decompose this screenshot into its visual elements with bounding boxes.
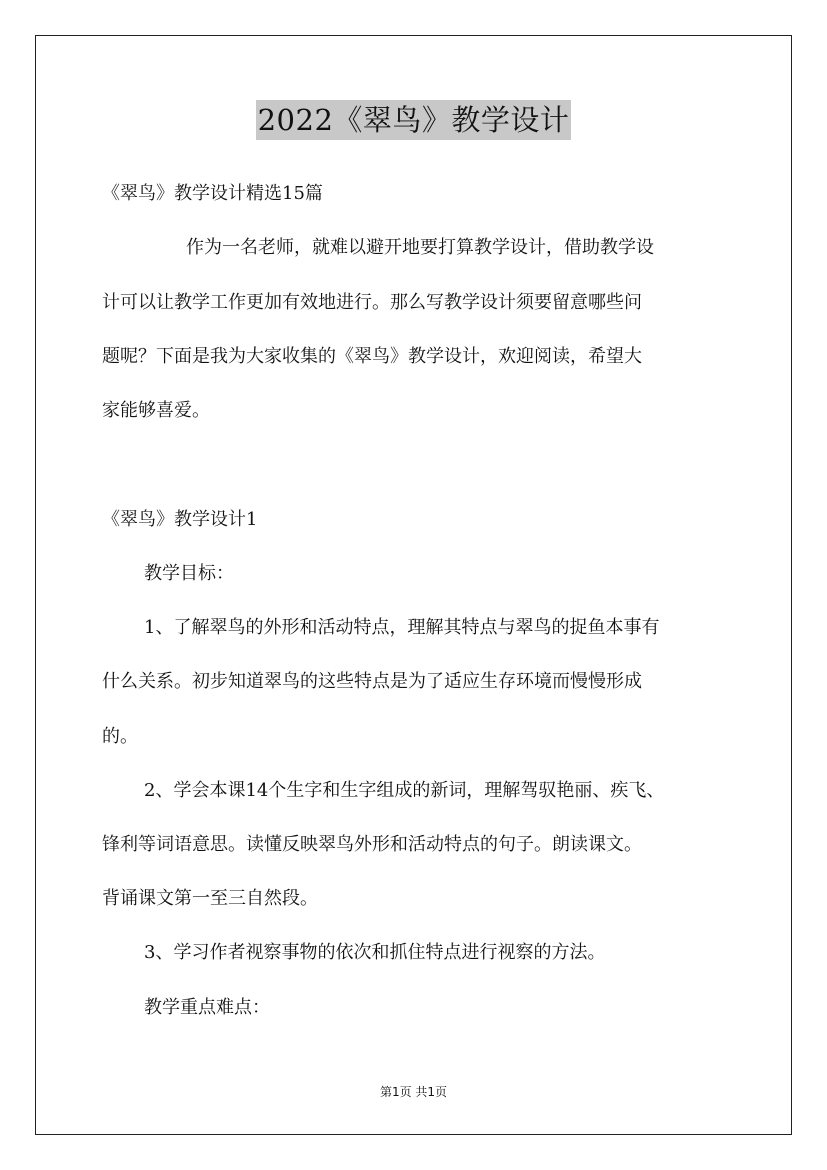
goal-line: 1、了解翠鸟的外形和活动特点，理解其特点与翠鸟的捉鱼本事有 [144,617,660,638]
intro-line: 作为一名老师，就难以避开地要打算教学设计，借助教学设 [186,237,654,258]
title-container [0,100,827,140]
key-points-label: 教学重点难点： [144,997,270,1018]
document-title: 2022《翠鸟》教学设计 [256,100,572,140]
page-number: 第1页 共1页 [379,1085,448,1099]
goal-line: 3、学习作者视察事物的依次和抓住特点进行视察的方法。 [144,942,606,963]
goal-line: 什么关系。初步知道翠鸟的这些特点是为了适应生存环境而慢慢形成 [102,671,642,692]
intro-line: 计可以让教学工作更加有效地进行。那么写教学设计须要留意哪些问 [102,292,642,313]
intro-line: 题呢？下面是我为大家收集的《翠鸟》教学设计，欢迎阅读，希望大 [102,346,642,367]
intro-line: 家能够喜爱。 [102,400,210,421]
goal-line: 的。 [102,726,138,747]
goal-line: 背诵课文第一至三自然段。 [102,888,318,909]
section-heading: 《翠鸟》教学设计1 [102,509,258,530]
document-subtitle: 《翠鸟》教学设计精选15篇 [102,183,323,204]
goal-line: 2、学会本课14个生字和生字组成的新词，理解驾驭艳丽、疾飞、 [144,780,665,801]
goal-line: 锋利等词语意思。读懂反映翠鸟外形和活动特点的句子。朗读课文。 [102,834,642,855]
goals-label: 教学目标： [144,563,234,584]
